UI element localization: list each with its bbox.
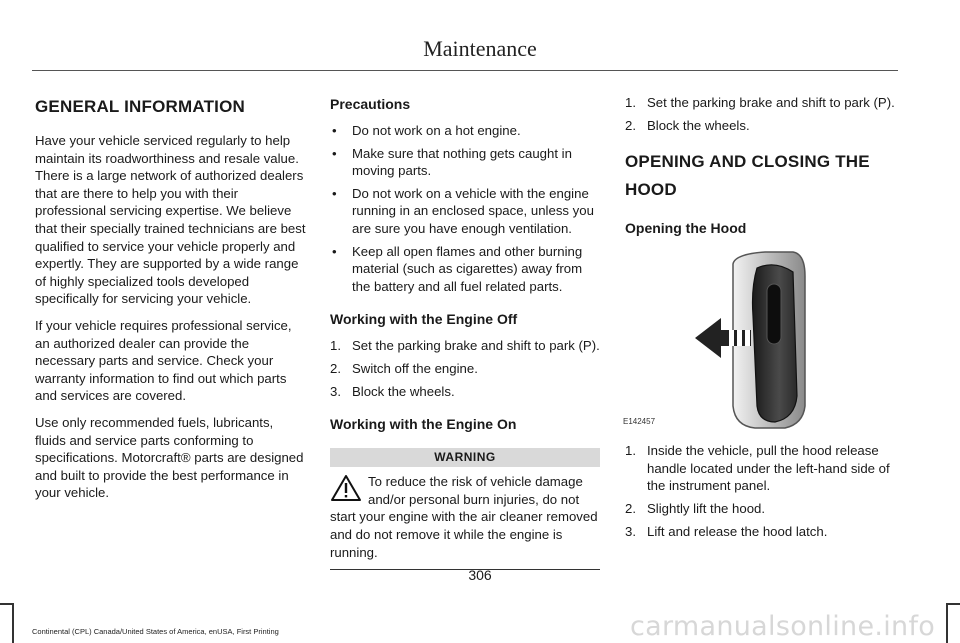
engine-off-steps [330, 337, 600, 400]
step-text: Set the parking brake and shift to park (P). [647, 95, 895, 110]
list-item-text: Do not work on a hot engine. [352, 123, 521, 138]
step-number: 2. [625, 117, 636, 133]
hood-section-heading: OPENING AND CLOSING THE HOOD [625, 152, 870, 200]
figure-code: E142457 [623, 416, 656, 426]
step-text: Switch off the engine. [352, 360, 478, 376]
page-number: 306 [468, 567, 492, 583]
crop-mark [12, 603, 14, 643]
page-header-title: Maintenance [423, 36, 537, 61]
warning-box [330, 473, 600, 570]
header-rule [32, 70, 898, 71]
list-item [330, 243, 600, 296]
bullet: • [332, 123, 337, 138]
warning-label: WARNING [330, 448, 600, 467]
step-number: 2. [330, 360, 341, 376]
step-number: 3. [330, 383, 341, 399]
bullet: • [332, 243, 337, 259]
engine-on-heading: Working with the Engine On [330, 416, 517, 433]
list-item [625, 117, 895, 135]
list-item [330, 145, 600, 180]
precautions-heading: Precautions [330, 96, 411, 112]
step-text: Inside the vehicle, pull the hood release handle located under the left-hand side of the instrument panel. [647, 443, 890, 494]
list-item [625, 94, 895, 112]
step-text: Slightly lift the hood. [647, 500, 766, 516]
bullet: • [332, 145, 337, 161]
list-item-text: Keep all open flames and other burning material (such as cigarettes) away from the battery and all fuel related parts. [352, 243, 583, 294]
engine-on-steps [625, 94, 895, 134]
warning-text: To reduce the risk of vehicle damage and/or personal burn injuries, do not start your engine with the air cleaner removed and do not remove it while the engine is running. [330, 474, 598, 560]
hood-release-figure [625, 246, 895, 434]
paragraph: If your vehicle requires professional service, an authorized dealer can provide the necessary parts and service. Check your warranty information to find out which parts and services are covered. [35, 317, 292, 404]
list-item-text: Make sure that nothing gets caught in moving parts. [352, 145, 572, 179]
step-number: 1. [330, 338, 341, 354]
list-item [625, 442, 895, 495]
crop-mark [946, 603, 960, 605]
opening-hood-heading: Opening the Hood [625, 220, 747, 237]
watermark: carmanualsonline.info [630, 611, 936, 642]
engine-off-heading: Working with the Engine Off [330, 311, 518, 328]
column-precautions [330, 94, 600, 570]
step-number: 1. [625, 443, 636, 459]
precautions-list [330, 122, 600, 295]
step-text: Block the wheels. [352, 383, 455, 399]
crop-mark [946, 603, 948, 643]
paragraph: Have your vehicle serviced regularly to help maintain its roadworthiness and resale value. There is a large network of authorized dealers that are there to help you with their professional servicing expertise. We believe that their specially trained technicians are best qualified to service your vehicle properly and expertly. They are supported by a wide range of highly specialized tools developed specifically for servicing your vehicle. [35, 133, 306, 307]
list-item [330, 122, 600, 140]
list-item [330, 185, 600, 238]
general-information-heading: GENERAL INFORMATION [35, 97, 245, 116]
list-item [330, 383, 600, 401]
list-item [330, 360, 600, 378]
footer-edition-text: Continental (CPL) Canada/United States of America, enUSA, First Printing [32, 627, 279, 636]
crop-mark [0, 603, 13, 605]
hood-steps [625, 442, 895, 540]
step-text: Lift and release the hood latch. [647, 523, 828, 539]
step-number: 1. [625, 95, 636, 110]
list-item [330, 337, 600, 355]
step-text: Block the wheels. [647, 117, 750, 133]
paragraph: Use only recommended fuels, lubricants, fluids and service parts conforming to specifications. Motorcraft® parts are designed and built to provide the best performance in your vehicle. [35, 414, 304, 501]
step-text: Set the parking brake and shift to park (P). [352, 338, 600, 354]
list-item-text: Do not work on a vehicle with the engine running in an enclosed space, unless you are sure you have enough ventilation. [352, 185, 594, 236]
bullet: • [332, 185, 337, 201]
column-general-information [35, 94, 307, 511]
column-hood [625, 94, 895, 554]
hood-release-handle-illustration [625, 246, 895, 434]
warning-triangle-icon [330, 474, 362, 502]
list-item [625, 500, 895, 518]
list-item [625, 523, 895, 541]
step-number: 3. [625, 523, 636, 539]
step-number: 2. [625, 500, 636, 516]
